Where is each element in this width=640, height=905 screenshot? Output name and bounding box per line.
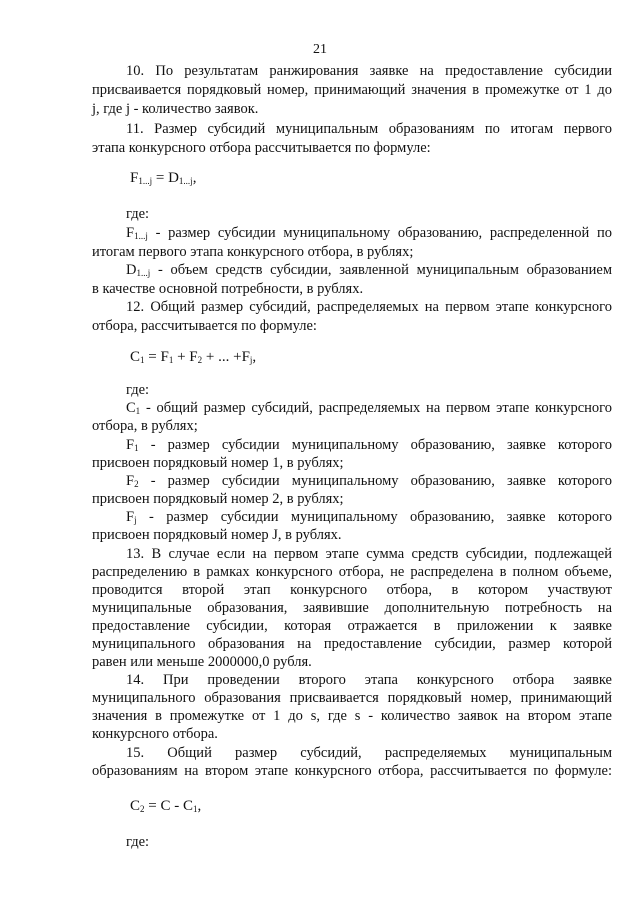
text-line: значения в промежутке от 1 до s, где s - количество заявок на втором этапе — [92, 708, 612, 724]
text-line: где: — [126, 834, 150, 850]
text-line: этапа конкурсного отбора рассчитывается по формуле: — [92, 140, 431, 156]
text-line: предоставление субсидии, которая отражается в приложении к заявке — [92, 618, 612, 634]
text-line: муниципального образования присваивается порядковый номер, принимающий — [92, 690, 612, 706]
definition-f2: $F_2$ - размер субсидии муниципальному образованию, заявке которого — [126, 473, 613, 489]
formula-c1: $C_1 = F_1 + F_2$ + ... $+F_j$, — [130, 349, 257, 365]
text-line: 15. Общий размер субсидий, распределяемых муниципальным — [126, 745, 612, 761]
text-line: проводится второй этап конкурсного отбора, в котором участвуют — [92, 582, 612, 598]
text-line: отбора, в рублях; — [92, 418, 198, 434]
formula-f-equals-d: $F_{1...j} = D_{1...j}$, — [130, 170, 197, 186]
text-line: присвоен порядковый номер 2, в рублях; — [92, 491, 344, 507]
text-line: образованиям на втором этапе конкурсного отбора, рассчитывается по формуле: — [92, 763, 612, 779]
definition-f: $F_{1...j}$ - размер субсидии муниципальному образованию, распределенной по — [126, 225, 612, 241]
text-line: 12. Общий размер субсидий, распределяемых на первом этапе конкурсного — [126, 299, 612, 315]
text-line: в качестве основной потребности, в рублях. — [92, 281, 364, 297]
text-line: распределению в рамках конкурсного отбора, не распределена в полном объеме, — [92, 564, 612, 580]
text-line: муниципального образования на предоставление субсидии, размер которой — [92, 636, 612, 652]
text-line: отбора, рассчитывается по формуле: — [92, 318, 317, 334]
text-line: 14. При проведении второго этапа конкурсного отбора заявке — [126, 672, 612, 688]
page-number: 21 — [313, 42, 327, 57]
formula-c2: $C_2 = C - C_1$, — [130, 798, 202, 814]
definition-f1: $F_1$ - размер субсидии муниципальному образованию, заявке которого — [126, 437, 613, 453]
text-line: j, где j - количество заявок. — [92, 101, 259, 117]
text-line: итогам первого этапа конкурсного отбора, в рублях; — [92, 244, 414, 260]
definition-c1: $C_1$ - общий размер субсидий, распределяемых на первом этапе конкурсного — [126, 400, 612, 416]
text-line: муниципальные образования, заявившие дополнительную потребность на — [92, 600, 612, 616]
text-line: присваивается порядковый номер, принимающий значения в промежутке от 1 до — [92, 82, 612, 98]
text-line: где: — [126, 206, 150, 222]
definition-fj: $F_j$ - размер субсидии муниципальному образованию, заявке которого — [126, 509, 613, 525]
text-line: конкурсного отбора. — [92, 726, 218, 742]
definition-d: $D_{1...j}$ - объем средств субсидии, заявленной муниципальным образованием — [126, 262, 612, 278]
text-line: равен или меньше 2000000,0 рубля. — [92, 654, 312, 670]
text-line: присвоен порядковый номер J, в рублях. — [92, 527, 342, 543]
text-line: 11. Размер субсидий муниципальным образованиям по итогам первого — [126, 121, 612, 137]
text-line: где: — [126, 382, 150, 398]
text-line: 13. В случае если на первом этапе сумма средств субсидии, подлежащей — [126, 546, 612, 562]
text-line: 10. По результатам ранжирования заявке на предоставление субсидии — [126, 63, 612, 79]
text-line: присвоен порядковый номер 1, в рублях; — [92, 455, 344, 471]
